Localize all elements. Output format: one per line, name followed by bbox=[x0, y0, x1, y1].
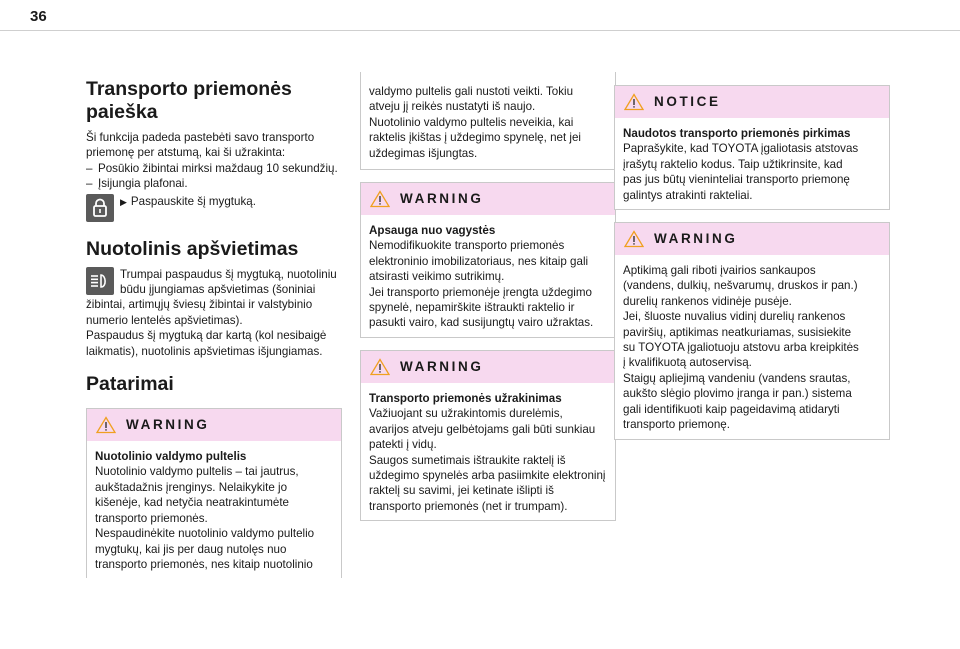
intro-line: Ši funkcija padeda pastebėti savo transporto bbox=[86, 131, 315, 144]
notice-body bbox=[615, 118, 889, 209]
warning-line: transporto priemonę. bbox=[623, 418, 730, 432]
warning-line: aukštadažnis įrenginys. Nelaikykite jo bbox=[95, 480, 288, 494]
lighting-text bbox=[86, 297, 354, 359]
lighting-line: laikmatis), nuotolinis apšvietimas išjungiamas. bbox=[86, 344, 323, 358]
list-item bbox=[86, 176, 354, 191]
lighting-line: Trumpai paspaudus šį mygtuką, nuotoliniu bbox=[120, 267, 337, 281]
lighting-row bbox=[86, 267, 354, 298]
warning-line: paviršių, aptikimas neatkuriamas, susisiekite bbox=[623, 325, 852, 339]
warning-box-anti-theft bbox=[360, 182, 616, 338]
warning-body bbox=[615, 255, 889, 438]
warning-line: į kvalifikuotą autoservisą. bbox=[623, 356, 752, 370]
warning-line: Nuotolinio valdymo pultelis neveikia, kai bbox=[369, 115, 574, 129]
warning-line: raktelį su savimi, jei ketinate išlipti iš bbox=[369, 484, 554, 498]
warning-triangle-icon bbox=[624, 93, 644, 111]
notice-line: galintys atrakinti rakteliai. bbox=[623, 188, 753, 202]
warning-label: WARNING bbox=[400, 191, 484, 207]
notice-heading: Naudotos transporto priemonės pirkimas bbox=[623, 127, 851, 140]
warning-line: gali identifikuoti kaip pageidavimą atidaryti bbox=[623, 402, 840, 416]
page-number: 36 bbox=[30, 8, 47, 25]
warning-line: durelių rankenos vidinėje pusėje. bbox=[623, 294, 792, 308]
lighting-line: žibintai, artimųjų šviesų žibintai ir valstybinio bbox=[86, 298, 313, 312]
warning-line: raktelis įkištas į uždegimo spynelę, net jei bbox=[369, 131, 582, 145]
warning-heading: Transporto priemonės užrakinimas bbox=[369, 391, 562, 405]
warning-body bbox=[361, 383, 615, 520]
column-1 bbox=[86, 78, 354, 578]
lighting-line: Paspaudus šį mygtuką dar kartą (kol nesibaigė bbox=[86, 329, 327, 343]
warning-line: valdymo pultelis gali nustoti veikti. Tokiu bbox=[369, 85, 574, 98]
warning-line: transporto priemonės. bbox=[95, 511, 208, 525]
notice-line: pas jus būtų vieninteliai transporto priemonę bbox=[623, 173, 850, 187]
warning-line: (vandens, dulkių, nešvarumų, druskos ir pan.) bbox=[623, 279, 858, 293]
column-2 bbox=[360, 72, 628, 521]
warning-line: uždegimo spynelės arba pasiimkite elektroninį bbox=[369, 468, 606, 482]
lighting-line: numerio lentelės apšvietimas). bbox=[86, 313, 243, 327]
warning-line: pasukti vairo, kad susijungtų vairo užraktas. bbox=[369, 316, 594, 330]
intro-text bbox=[86, 130, 354, 161]
warning-line: atveju jį reikės nustatyti iš naujo. bbox=[369, 100, 536, 114]
notice-line: Paprašykite, kad TOYOTA įgaliotasis atstovas bbox=[623, 142, 859, 156]
warning-header bbox=[87, 409, 341, 441]
warning-line: kišenėje, kad netyčia neatrakintumėte bbox=[95, 496, 289, 510]
warning-line: mygtukų, kai jis per daug nutolęs nuo bbox=[95, 542, 287, 556]
warning-line: Nespaudinėkite nuotolinio valdymo pultelio bbox=[95, 527, 315, 541]
list-dash: – bbox=[86, 161, 93, 175]
warning-label: WARNING bbox=[654, 231, 738, 247]
warning-label: WARNING bbox=[126, 417, 210, 433]
section-title-remote-lighting: Nuotolinis apšvietimas bbox=[86, 237, 299, 260]
warning-header bbox=[615, 223, 889, 255]
warning-triangle-icon bbox=[624, 230, 644, 248]
warning-line: uždegimas išjungtas. bbox=[369, 146, 478, 160]
warning-heading: Apsauga nuo vagystės bbox=[369, 224, 496, 238]
intro-line: priemonę per atstumą, kai ši užrakinta: bbox=[86, 146, 286, 160]
warning-line: aukšto slėgio plovimo įranga ir pan.) sistema bbox=[623, 387, 852, 401]
list-text: Posūkio žibintai mirksi maždaug 10 sekundžių. bbox=[98, 161, 338, 175]
list-text: Įsijungia plafonai. bbox=[98, 177, 188, 191]
notice-box-used-vehicle bbox=[614, 85, 890, 210]
warning-triangle-icon bbox=[96, 416, 116, 434]
warning-line: Nuotolinio valdymo pultelis – tai jautrus, bbox=[95, 465, 299, 479]
warning-line: Saugos sumetimais ištraukite raktelį iš bbox=[369, 453, 566, 467]
list-dash: – bbox=[86, 177, 93, 191]
warning-line: patekti į vidų. bbox=[369, 438, 437, 452]
warning-box-locking bbox=[360, 350, 616, 521]
warning-triangle-icon bbox=[370, 190, 390, 208]
headlight-button-icon bbox=[86, 267, 114, 295]
warning-box-continued bbox=[360, 72, 616, 170]
notice-header bbox=[615, 86, 889, 118]
lock-step-text: Paspauskite šį mygtuką. bbox=[130, 194, 256, 208]
warning-line: avarijos atveju gelbėtojams gali būti sunkiau bbox=[369, 422, 596, 436]
warning-header bbox=[361, 183, 615, 215]
lock-button-icon bbox=[86, 194, 114, 222]
warning-box-detection bbox=[614, 222, 890, 439]
arrow-right-icon: ▶ bbox=[120, 196, 127, 207]
warning-label: WARNING bbox=[400, 359, 484, 375]
section-title-vehicle-search: Transporto priemonės paieška bbox=[86, 78, 292, 123]
warning-line: elektroninio imobilizatoriaus, nes kitaip gali bbox=[369, 254, 589, 268]
warning-line: spynelė, nepamirškite ištraukti raktelio ir bbox=[369, 301, 575, 315]
warning-heading: Nuotolinio valdymo pultelis bbox=[95, 450, 247, 464]
warning-body bbox=[87, 441, 341, 578]
warning-line: su TOYOTA įgaliotuoju atstovu arba kreipkitės bbox=[623, 341, 859, 355]
top-rule bbox=[0, 30, 960, 31]
warning-line: Važiuojant su užrakintomis durelėmis, bbox=[369, 407, 563, 421]
warning-line: transporto priemonės, nes kitaip nuotolinio bbox=[95, 557, 313, 571]
warning-body bbox=[361, 215, 615, 337]
lock-step-row bbox=[86, 194, 354, 222]
warning-line: Jei transporto priemonėje įrengta uždegimo bbox=[369, 285, 592, 299]
warning-line: transporto priemonės (net ir trumpam). bbox=[369, 499, 568, 513]
warning-box-remote bbox=[86, 408, 342, 578]
warning-line: Nemodifikuokite transporto priemonės bbox=[369, 239, 565, 253]
list-item bbox=[86, 161, 354, 176]
notice-label: NOTICE bbox=[654, 94, 721, 110]
notice-line: įrašytų raktelio kodus. Taip užtikrinsite, kad bbox=[623, 157, 843, 171]
warning-header bbox=[361, 351, 615, 383]
lighting-line: būdu įjungiamas apšvietimas (šoniniai bbox=[120, 283, 316, 297]
warning-line: Aptikimą gali riboti įvairios sankaupos bbox=[623, 264, 816, 278]
warning-line: Jei, šluoste nuvalius vidinį durelių rankenos bbox=[623, 310, 846, 324]
warning-triangle-icon bbox=[370, 358, 390, 376]
warning-line: atsirasti veikimo sutrikimų. bbox=[369, 270, 505, 284]
section-title-tips: Patarimai bbox=[86, 373, 174, 396]
warning-line: Staigų apliejimą vandeniu (vandens srautas, bbox=[623, 371, 851, 385]
column-3 bbox=[614, 72, 882, 440]
